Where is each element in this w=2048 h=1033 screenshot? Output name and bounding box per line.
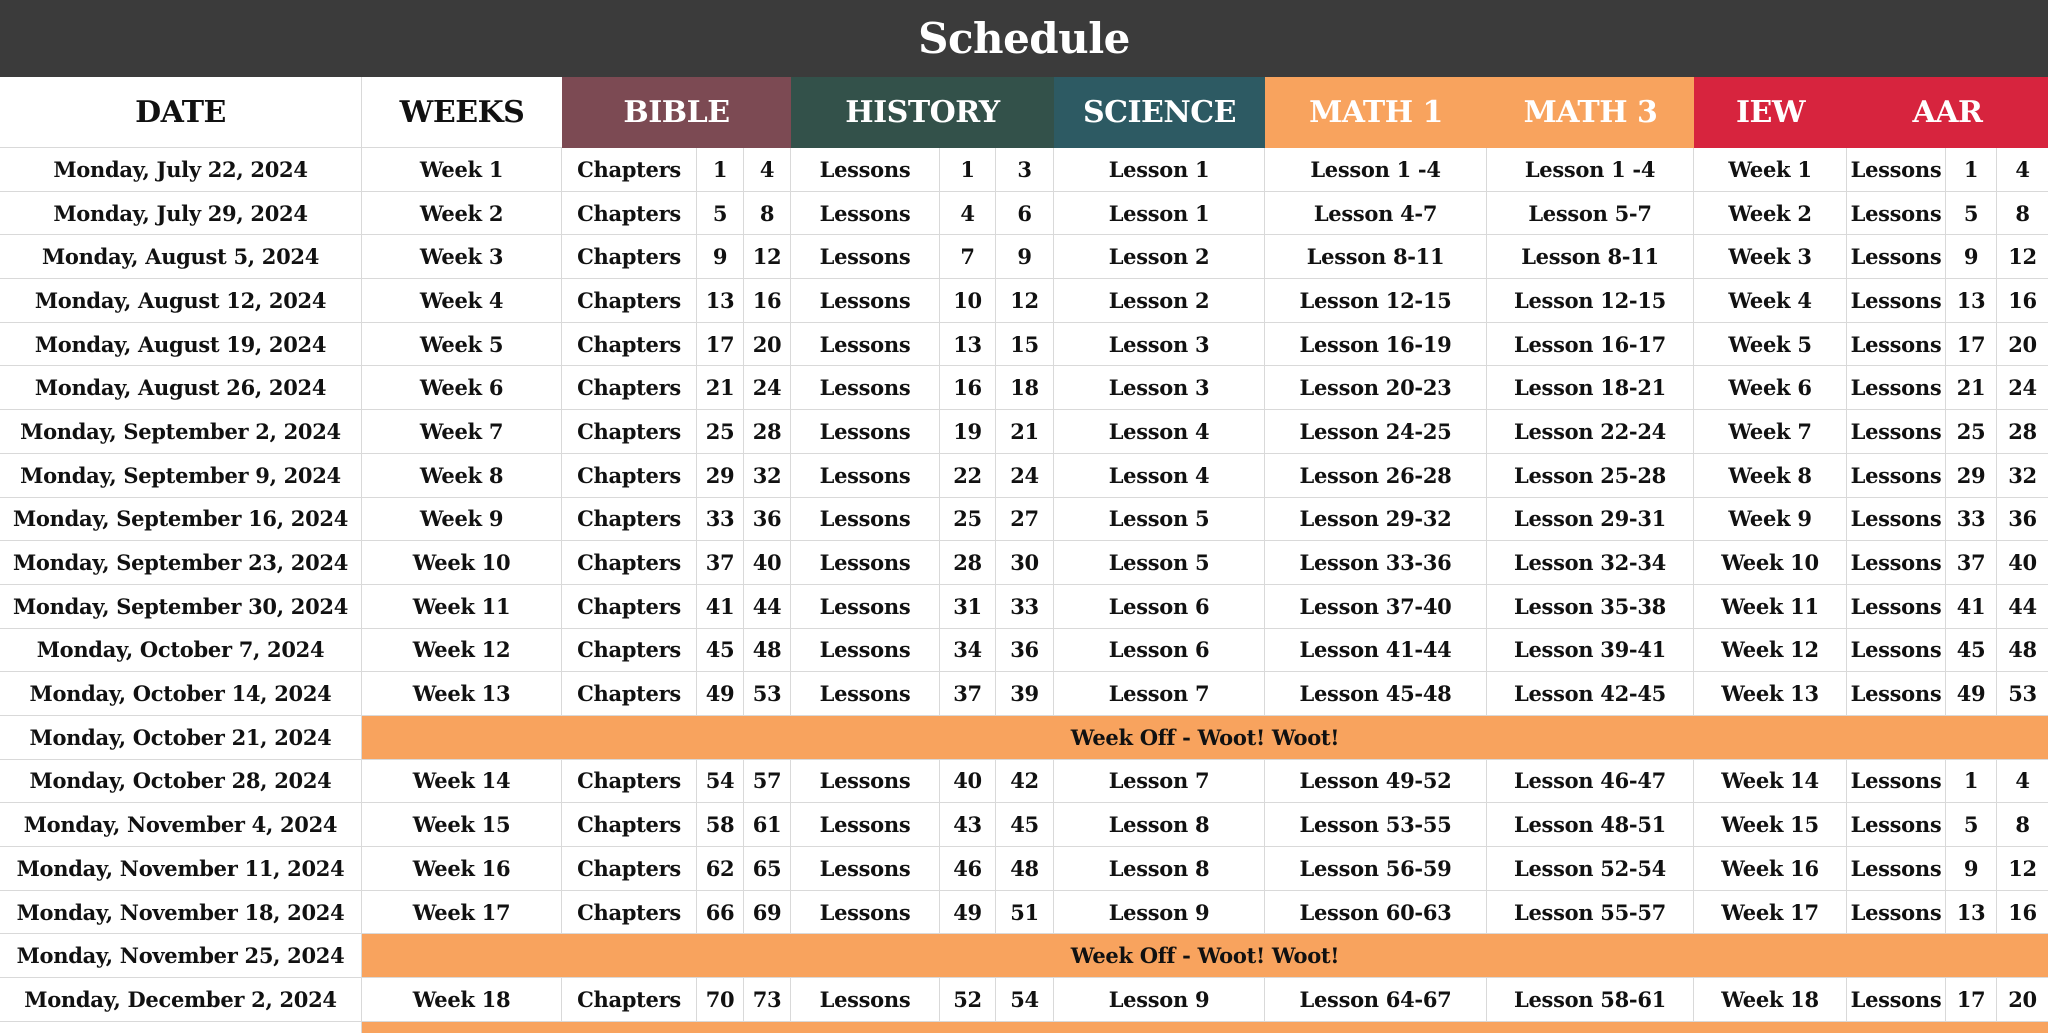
aar-start-num: 5 — [1946, 192, 1997, 236]
math3-cell: Lesson 25-28 — [1487, 454, 1694, 498]
history-start-num: 46 — [940, 847, 996, 891]
chapters-label: Chapters — [562, 760, 697, 804]
aar-lessons-label: Lessons — [1847, 148, 1946, 192]
column-header-weeks: WEEKS — [362, 77, 562, 148]
history-end-num: 45 — [996, 803, 1054, 847]
aar-end-num: 28 — [1997, 410, 2048, 454]
aar-start-num: 17 — [1946, 323, 1997, 367]
bible-end-num: 53 — [744, 672, 791, 716]
bible-end-num: 65 — [744, 847, 791, 891]
science-cell: Lesson 3 — [1054, 323, 1265, 367]
math3-cell: Lesson 55-57 — [1487, 891, 1694, 935]
week-cell: Week 18 — [362, 978, 562, 1022]
aar-end-num: 32 — [1997, 454, 2048, 498]
bible-start-num: 62 — [697, 847, 744, 891]
chapters-label: Chapters — [562, 978, 697, 1022]
science-cell: Lesson 2 — [1054, 279, 1265, 323]
aar-lessons-label: Lessons — [1847, 366, 1946, 410]
bible-start-num: 29 — [697, 454, 744, 498]
science-cell: Lesson 1 — [1054, 148, 1265, 192]
chapters-label: Chapters — [562, 629, 697, 673]
aar-start-num: 37 — [1946, 541, 1997, 585]
aar-lessons-label: Lessons — [1847, 279, 1946, 323]
chapters-label: Chapters — [562, 235, 697, 279]
aar-lessons-label: Lessons — [1847, 192, 1946, 236]
history-start-num: 10 — [940, 279, 996, 323]
date-cell: Monday, September 30, 2024 — [0, 585, 362, 629]
iew-cell: Week 17 — [1694, 891, 1847, 935]
history-lessons-label: Lessons — [791, 891, 940, 935]
aar-lessons-label: Lessons — [1847, 498, 1946, 542]
date-cell: Monday, September 2, 2024 — [0, 410, 362, 454]
aar-end-num: 8 — [1997, 803, 2048, 847]
aar-lessons-label: Lessons — [1847, 585, 1946, 629]
table-header-row — [0, 77, 2048, 148]
iew-cell: Week 6 — [1694, 366, 1847, 410]
date-cell: Monday, November 18, 2024 — [0, 891, 362, 935]
aar-lessons-label: Lessons — [1847, 672, 1946, 716]
column-header-iew: IEW — [1694, 77, 1847, 148]
aar-start-num: 9 — [1946, 235, 1997, 279]
aar-lessons-label: Lessons — [1847, 847, 1946, 891]
math3-cell: Lesson 32-34 — [1487, 541, 1694, 585]
iew-cell: Week 8 — [1694, 454, 1847, 498]
cut-off-week-off-band — [362, 1022, 2048, 1033]
aar-start-num: 1 — [1946, 148, 1997, 192]
column-header-science: SCIENCE — [1054, 77, 1265, 148]
date-cell: Monday, October 7, 2024 — [0, 629, 362, 673]
bible-end-num: 61 — [744, 803, 791, 847]
math1-cell: Lesson 53-55 — [1265, 803, 1487, 847]
aar-lessons-label: Lessons — [1847, 760, 1946, 804]
bible-start-num: 21 — [697, 366, 744, 410]
aar-end-num: 20 — [1997, 978, 2048, 1022]
aar-start-num: 41 — [1946, 585, 1997, 629]
history-lessons-label: Lessons — [791, 410, 940, 454]
history-end-num: 18 — [996, 366, 1054, 410]
history-end-num: 39 — [996, 672, 1054, 716]
bible-end-num: 24 — [744, 366, 791, 410]
iew-cell: Week 10 — [1694, 541, 1847, 585]
aar-end-num: 36 — [1997, 498, 2048, 542]
history-end-num: 33 — [996, 585, 1054, 629]
history-lessons-label: Lessons — [791, 279, 940, 323]
history-lessons-label: Lessons — [791, 978, 940, 1022]
science-cell: Lesson 5 — [1054, 498, 1265, 542]
aar-end-num: 8 — [1997, 192, 2048, 236]
history-start-num: 4 — [940, 192, 996, 236]
date-cell: Monday, August 5, 2024 — [0, 235, 362, 279]
science-cell: Lesson 9 — [1054, 978, 1265, 1022]
history-lessons-label: Lessons — [791, 541, 940, 585]
aar-start-num: 25 — [1946, 410, 1997, 454]
iew-cell: Week 9 — [1694, 498, 1847, 542]
date-cell: Monday, November 11, 2024 — [0, 847, 362, 891]
column-header-date: DATE — [0, 77, 362, 148]
bible-end-num: 12 — [744, 235, 791, 279]
history-end-num: 3 — [996, 148, 1054, 192]
history-lessons-label: Lessons — [791, 192, 940, 236]
bible-start-num: 25 — [697, 410, 744, 454]
history-lessons-label: Lessons — [791, 760, 940, 804]
math3-cell: Lesson 16-17 — [1487, 323, 1694, 367]
bible-end-num: 69 — [744, 891, 791, 935]
math3-cell: Lesson 29-31 — [1487, 498, 1694, 542]
aar-end-num: 44 — [1997, 585, 2048, 629]
week-cell: Week 17 — [362, 891, 562, 935]
history-end-num: 12 — [996, 279, 1054, 323]
bible-start-num: 17 — [697, 323, 744, 367]
math3-cell: Lesson 52-54 — [1487, 847, 1694, 891]
math1-cell: Lesson 1 -4 — [1265, 148, 1487, 192]
science-cell: Lesson 7 — [1054, 760, 1265, 804]
aar-start-num: 29 — [1946, 454, 1997, 498]
date-cell: Monday, November 25, 2024 — [0, 934, 362, 978]
aar-end-num: 16 — [1997, 891, 2048, 935]
week-cell: Week 1 — [362, 148, 562, 192]
science-cell: Lesson 4 — [1054, 410, 1265, 454]
history-start-num: 25 — [940, 498, 996, 542]
iew-cell: Week 15 — [1694, 803, 1847, 847]
chapters-label: Chapters — [562, 323, 697, 367]
iew-cell: Week 1 — [1694, 148, 1847, 192]
date-cell: Monday, August 26, 2024 — [0, 366, 362, 410]
column-header-bible: BIBLE — [562, 77, 791, 148]
aar-start-num: 5 — [1946, 803, 1997, 847]
math3-cell: Lesson 46-47 — [1487, 760, 1694, 804]
week-cell: Week 12 — [362, 629, 562, 673]
history-start-num: 49 — [940, 891, 996, 935]
bible-start-num: 66 — [697, 891, 744, 935]
bible-start-num: 54 — [697, 760, 744, 804]
math1-cell: Lesson 60-63 — [1265, 891, 1487, 935]
bible-end-num: 28 — [744, 410, 791, 454]
math1-cell: Lesson 12-15 — [1265, 279, 1487, 323]
aar-start-num: 45 — [1946, 629, 1997, 673]
chapters-label: Chapters — [562, 454, 697, 498]
history-start-num: 43 — [940, 803, 996, 847]
chapters-label: Chapters — [562, 585, 697, 629]
bible-end-num: 57 — [744, 760, 791, 804]
week-cell: Week 4 — [362, 279, 562, 323]
iew-cell: Week 16 — [1694, 847, 1847, 891]
aar-end-num: 12 — [1997, 847, 2048, 891]
math3-cell: Lesson 48-51 — [1487, 803, 1694, 847]
bible-end-num: 16 — [744, 279, 791, 323]
aar-end-num: 24 — [1997, 366, 2048, 410]
date-cell: Monday, October 14, 2024 — [0, 672, 362, 716]
aar-lessons-label: Lessons — [1847, 323, 1946, 367]
iew-cell: Week 12 — [1694, 629, 1847, 673]
week-cell: Week 16 — [362, 847, 562, 891]
aar-lessons-label: Lessons — [1847, 235, 1946, 279]
aar-start-num: 1 — [1946, 760, 1997, 804]
chapters-label: Chapters — [562, 847, 697, 891]
week-cell: Week 11 — [362, 585, 562, 629]
week-off-band: Week Off - Woot! Woot! — [362, 934, 2048, 978]
history-end-num: 51 — [996, 891, 1054, 935]
bible-end-num: 48 — [744, 629, 791, 673]
bible-start-num: 58 — [697, 803, 744, 847]
schedule-table-body — [0, 148, 2048, 1022]
iew-cell: Week 4 — [1694, 279, 1847, 323]
science-cell: Lesson 5 — [1054, 541, 1265, 585]
history-end-num: 27 — [996, 498, 1054, 542]
math1-cell: Lesson 16-19 — [1265, 323, 1487, 367]
science-cell: Lesson 9 — [1054, 891, 1265, 935]
history-end-num: 42 — [996, 760, 1054, 804]
aar-end-num: 4 — [1997, 148, 2048, 192]
aar-start-num: 33 — [1946, 498, 1997, 542]
history-start-num: 28 — [940, 541, 996, 585]
science-cell: Lesson 4 — [1054, 454, 1265, 498]
bible-start-num: 49 — [697, 672, 744, 716]
science-cell: Lesson 3 — [1054, 366, 1265, 410]
science-cell: Lesson 8 — [1054, 803, 1265, 847]
aar-lessons-label: Lessons — [1847, 803, 1946, 847]
aar-start-num: 13 — [1946, 279, 1997, 323]
history-end-num: 54 — [996, 978, 1054, 1022]
math1-cell: Lesson 64-67 — [1265, 978, 1487, 1022]
chapters-label: Chapters — [562, 192, 697, 236]
history-start-num: 40 — [940, 760, 996, 804]
math3-cell: Lesson 12-15 — [1487, 279, 1694, 323]
math3-cell: Lesson 8-11 — [1487, 235, 1694, 279]
science-cell: Lesson 6 — [1054, 629, 1265, 673]
week-cell: Week 9 — [362, 498, 562, 542]
date-cell: Monday, November 4, 2024 — [0, 803, 362, 847]
bible-end-num: 8 — [744, 192, 791, 236]
week-cell: Week 8 — [362, 454, 562, 498]
aar-start-num: 21 — [1946, 366, 1997, 410]
math1-cell: Lesson 37-40 — [1265, 585, 1487, 629]
history-start-num: 13 — [940, 323, 996, 367]
aar-start-num: 49 — [1946, 672, 1997, 716]
math3-cell: Lesson 39-41 — [1487, 629, 1694, 673]
date-cell: Monday, July 22, 2024 — [0, 148, 362, 192]
bible-start-num: 1 — [697, 148, 744, 192]
chapters-label: Chapters — [562, 803, 697, 847]
iew-cell: Week 14 — [1694, 760, 1847, 804]
week-cell: Week 2 — [362, 192, 562, 236]
aar-lessons-label: Lessons — [1847, 541, 1946, 585]
bible-end-num: 32 — [744, 454, 791, 498]
chapters-label: Chapters — [562, 541, 697, 585]
bible-start-num: 13 — [697, 279, 744, 323]
iew-cell: Week 7 — [1694, 410, 1847, 454]
aar-end-num: 40 — [1997, 541, 2048, 585]
aar-lessons-label: Lessons — [1847, 891, 1946, 935]
history-lessons-label: Lessons — [791, 803, 940, 847]
column-header-history: HISTORY — [791, 77, 1054, 148]
math1-cell: Lesson 8-11 — [1265, 235, 1487, 279]
date-cell: Monday, September 16, 2024 — [0, 498, 362, 542]
week-cell: Week 10 — [362, 541, 562, 585]
math1-cell: Lesson 26-28 — [1265, 454, 1487, 498]
history-lessons-label: Lessons — [791, 235, 940, 279]
history-start-num: 16 — [940, 366, 996, 410]
column-header-aar: AAR — [1847, 77, 2048, 148]
date-cell: Monday, August 19, 2024 — [0, 323, 362, 367]
aar-end-num: 12 — [1997, 235, 2048, 279]
aar-lessons-label: Lessons — [1847, 410, 1946, 454]
iew-cell: Week 13 — [1694, 672, 1847, 716]
bible-start-num: 9 — [697, 235, 744, 279]
aar-end-num: 20 — [1997, 323, 2048, 367]
math3-cell: Lesson 5-7 — [1487, 192, 1694, 236]
math3-cell: Lesson 1 -4 — [1487, 148, 1694, 192]
iew-cell: Week 11 — [1694, 585, 1847, 629]
bible-start-num: 37 — [697, 541, 744, 585]
history-lessons-label: Lessons — [791, 629, 940, 673]
history-end-num: 9 — [996, 235, 1054, 279]
aar-lessons-label: Lessons — [1847, 978, 1946, 1022]
history-lessons-label: Lessons — [791, 498, 940, 542]
date-cell: Monday, October 28, 2024 — [0, 760, 362, 804]
history-start-num: 34 — [940, 629, 996, 673]
date-cell: Monday, September 23, 2024 — [0, 541, 362, 585]
week-cell: Week 5 — [362, 323, 562, 367]
date-cell: Monday, September 9, 2024 — [0, 454, 362, 498]
week-cell: Week 15 — [362, 803, 562, 847]
chapters-label: Chapters — [562, 410, 697, 454]
date-cell: Monday, October 21, 2024 — [0, 716, 362, 760]
history-lessons-label: Lessons — [791, 585, 940, 629]
history-lessons-label: Lessons — [791, 323, 940, 367]
iew-cell: Week 2 — [1694, 192, 1847, 236]
bible-end-num: 36 — [744, 498, 791, 542]
aar-start-num: 17 — [1946, 978, 1997, 1022]
week-off-band: Week Off - Woot! Woot! — [362, 716, 2048, 760]
week-cell: Week 3 — [362, 235, 562, 279]
history-end-num: 30 — [996, 541, 1054, 585]
date-cell: Monday, August 12, 2024 — [0, 279, 362, 323]
week-cell: Week 7 — [362, 410, 562, 454]
science-cell: Lesson 1 — [1054, 192, 1265, 236]
column-header-math3: MATH 3 — [1487, 77, 1694, 148]
aar-end-num: 16 — [1997, 279, 2048, 323]
bible-end-num: 44 — [744, 585, 791, 629]
cut-off-next-row — [0, 1022, 2048, 1033]
bible-end-num: 4 — [744, 148, 791, 192]
bible-end-num: 73 — [744, 978, 791, 1022]
chapters-label: Chapters — [562, 366, 697, 410]
bible-end-num: 40 — [744, 541, 791, 585]
aar-start-num: 9 — [1946, 847, 1997, 891]
page-title: Schedule — [0, 0, 2048, 77]
math1-cell: Lesson 33-36 — [1265, 541, 1487, 585]
iew-cell: Week 5 — [1694, 323, 1847, 367]
date-cell: Monday, December 2, 2024 — [0, 978, 362, 1022]
history-start-num: 7 — [940, 235, 996, 279]
chapters-label: Chapters — [562, 672, 697, 716]
science-cell: Lesson 8 — [1054, 847, 1265, 891]
history-start-num: 1 — [940, 148, 996, 192]
bible-start-num: 70 — [697, 978, 744, 1022]
cut-off-date-cell — [0, 1022, 362, 1033]
history-lessons-label: Lessons — [791, 148, 940, 192]
chapters-label: Chapters — [562, 279, 697, 323]
bible-start-num: 45 — [697, 629, 744, 673]
math1-cell: Lesson 24-25 — [1265, 410, 1487, 454]
aar-start-num: 13 — [1946, 891, 1997, 935]
history-end-num: 21 — [996, 410, 1054, 454]
iew-cell: Week 18 — [1694, 978, 1847, 1022]
column-header-math1: MATH 1 — [1265, 77, 1487, 148]
bible-start-num: 33 — [697, 498, 744, 542]
bible-start-num: 5 — [697, 192, 744, 236]
week-cell: Week 14 — [362, 760, 562, 804]
history-end-num: 15 — [996, 323, 1054, 367]
math1-cell: Lesson 29-32 — [1265, 498, 1487, 542]
history-start-num: 52 — [940, 978, 996, 1022]
math1-cell: Lesson 20-23 — [1265, 366, 1487, 410]
chapters-label: Chapters — [562, 891, 697, 935]
math3-cell: Lesson 35-38 — [1487, 585, 1694, 629]
history-lessons-label: Lessons — [791, 847, 940, 891]
aar-lessons-label: Lessons — [1847, 629, 1946, 673]
science-cell: Lesson 2 — [1054, 235, 1265, 279]
history-lessons-label: Lessons — [791, 454, 940, 498]
aar-end-num: 53 — [1997, 672, 2048, 716]
math3-cell: Lesson 22-24 — [1487, 410, 1694, 454]
math1-cell: Lesson 49-52 — [1265, 760, 1487, 804]
history-lessons-label: Lessons — [791, 366, 940, 410]
history-start-num: 37 — [940, 672, 996, 716]
bible-end-num: 20 — [744, 323, 791, 367]
history-start-num: 22 — [940, 454, 996, 498]
math1-cell: Lesson 4-7 — [1265, 192, 1487, 236]
aar-lessons-label: Lessons — [1847, 454, 1946, 498]
week-cell: Week 13 — [362, 672, 562, 716]
science-cell: Lesson 6 — [1054, 585, 1265, 629]
math3-cell: Lesson 18-21 — [1487, 366, 1694, 410]
date-cell: Monday, July 29, 2024 — [0, 192, 362, 236]
aar-end-num: 48 — [1997, 629, 2048, 673]
history-start-num: 31 — [940, 585, 996, 629]
aar-end-num: 4 — [1997, 760, 2048, 804]
bible-start-num: 41 — [697, 585, 744, 629]
week-cell: Week 6 — [362, 366, 562, 410]
history-end-num: 6 — [996, 192, 1054, 236]
math3-cell: Lesson 58-61 — [1487, 978, 1694, 1022]
math3-cell: Lesson 42-45 — [1487, 672, 1694, 716]
history-end-num: 24 — [996, 454, 1054, 498]
math1-cell: Lesson 41-44 — [1265, 629, 1487, 673]
math1-cell: Lesson 45-48 — [1265, 672, 1487, 716]
science-cell: Lesson 7 — [1054, 672, 1265, 716]
chapters-label: Chapters — [562, 148, 697, 192]
history-end-num: 48 — [996, 847, 1054, 891]
history-start-num: 19 — [940, 410, 996, 454]
math1-cell: Lesson 56-59 — [1265, 847, 1487, 891]
chapters-label: Chapters — [562, 498, 697, 542]
history-lessons-label: Lessons — [791, 672, 940, 716]
history-end-num: 36 — [996, 629, 1054, 673]
iew-cell: Week 3 — [1694, 235, 1847, 279]
